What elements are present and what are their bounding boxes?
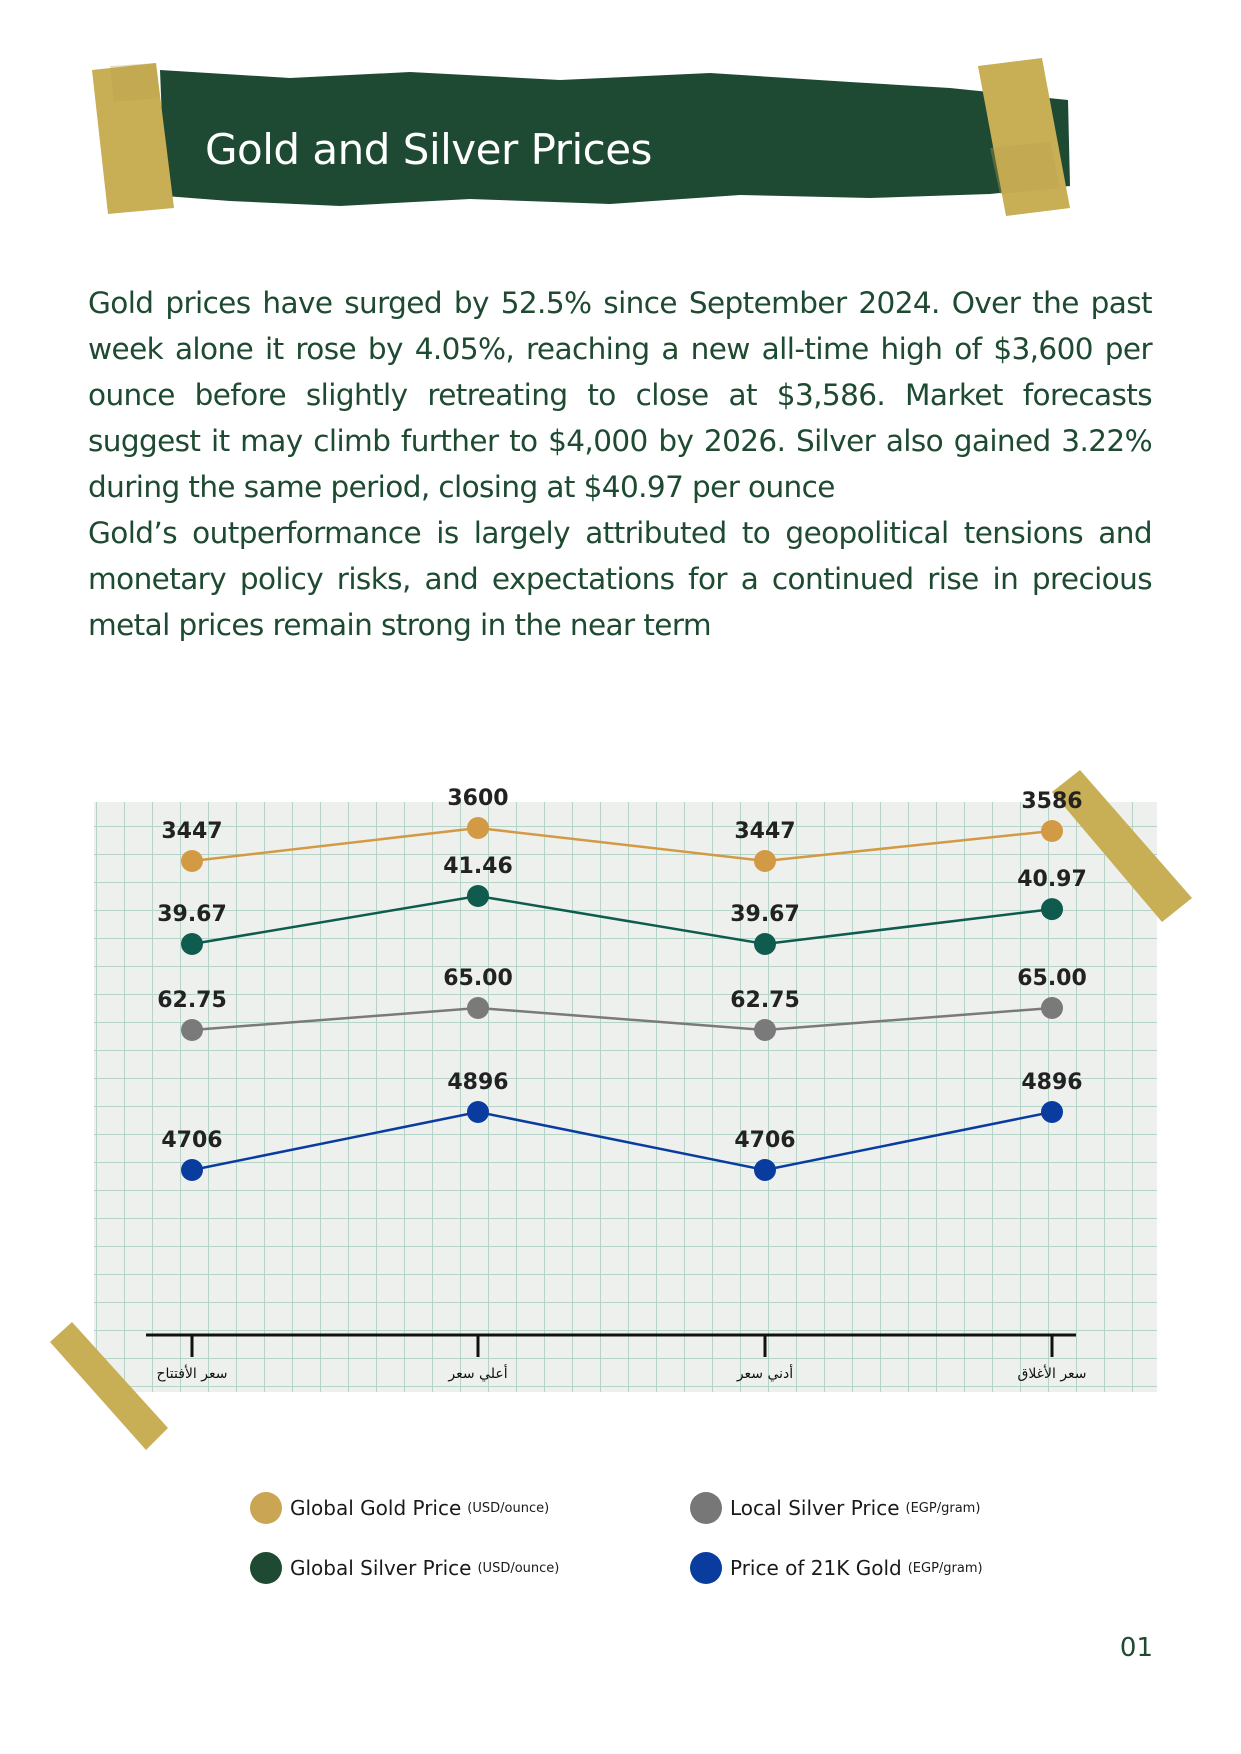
data-label: 39.67 [157, 902, 227, 927]
data-label: 4896 [1021, 1070, 1083, 1095]
data-point [181, 1019, 203, 1041]
data-label: 4896 [447, 1070, 509, 1095]
x-tick-label: أعلي سعر [448, 1366, 508, 1382]
legend-label: Price of 21K Gold [730, 1556, 902, 1580]
data-label: 62.75 [157, 988, 227, 1013]
legend-label: Local Silver Price [730, 1496, 900, 1520]
data-label: 65.00 [1017, 966, 1087, 991]
data-point [181, 1159, 203, 1181]
data-label: 3447 [161, 819, 223, 844]
legend-item-global-silver [250, 1552, 559, 1584]
data-label: 3586 [1021, 789, 1083, 815]
data-point [754, 850, 776, 872]
data-point [1041, 997, 1063, 1019]
data-label: 4706 [734, 1128, 796, 1153]
data-point [181, 850, 203, 872]
legend-unit: (USD/ounce) [477, 1560, 560, 1576]
price-line-chart [40, 770, 1200, 1470]
x-tick-label: أدني سعر [736, 1366, 794, 1382]
intro-paragraph-2: Gold’s outperformance is largely attributed to geopolitical tensions and monetary policy risks, and expectations for a continued rise in precious metal prices remain strong in the near term [88, 516, 1152, 642]
legend-label: Global Gold Price [290, 1496, 462, 1520]
data-label: 4706 [161, 1128, 223, 1153]
blue-dot-icon [690, 1552, 722, 1584]
page-title: Gold and Silver Prices [205, 125, 652, 174]
data-point [467, 817, 489, 839]
data-point [754, 933, 776, 955]
x-tick-label: سعر الأفتتاح [156, 1366, 228, 1382]
chart-legend [250, 1492, 1050, 1622]
intro-text [88, 280, 1152, 648]
data-label: 3600 [447, 786, 509, 811]
data-point [754, 1159, 776, 1181]
data-label: 62.75 [730, 988, 800, 1013]
data-point [467, 997, 489, 1019]
legend-unit: (USD/ounce) [467, 1500, 550, 1516]
data-point [1041, 1101, 1063, 1123]
data-point [467, 885, 489, 907]
data-point [1041, 898, 1063, 920]
x-tick-label: سعر الأغلاق [1017, 1366, 1087, 1382]
data-point [1041, 820, 1063, 842]
legend-item-local-silver [690, 1492, 980, 1524]
gold-dot-icon [250, 1492, 282, 1524]
legend-item-21k-gold [690, 1552, 983, 1584]
legend-label: Global Silver Price [290, 1556, 472, 1580]
data-label: 41.46 [443, 854, 513, 879]
gray-dot-icon [690, 1492, 722, 1524]
data-point [467, 1101, 489, 1123]
green-dot-icon [250, 1552, 282, 1584]
data-label: 39.67 [730, 902, 800, 927]
data-label: 40.97 [1017, 867, 1087, 893]
data-point [754, 1019, 776, 1041]
legend-unit: (EGP/gram) [907, 1560, 983, 1576]
intro-paragraph-1: Gold prices have surged by 52.5% since September 2024. Over the past week alone it rose by 4.05%, reaching a new all-time high of $3,600 per ounce before slightly retreating to close at $3,586. Market forecasts suggest it may climb further to $4,000 by 2026. Silver also gained 3.22% during the same period, closing at $40.97 per ounce [88, 286, 1152, 504]
data-label: 3447 [734, 819, 796, 844]
page-number: 01 [1119, 1633, 1153, 1663]
data-label: 65.00 [443, 966, 513, 991]
data-point [181, 933, 203, 955]
legend-unit: (EGP/gram) [905, 1500, 981, 1516]
legend-item-global-gold [250, 1492, 549, 1524]
